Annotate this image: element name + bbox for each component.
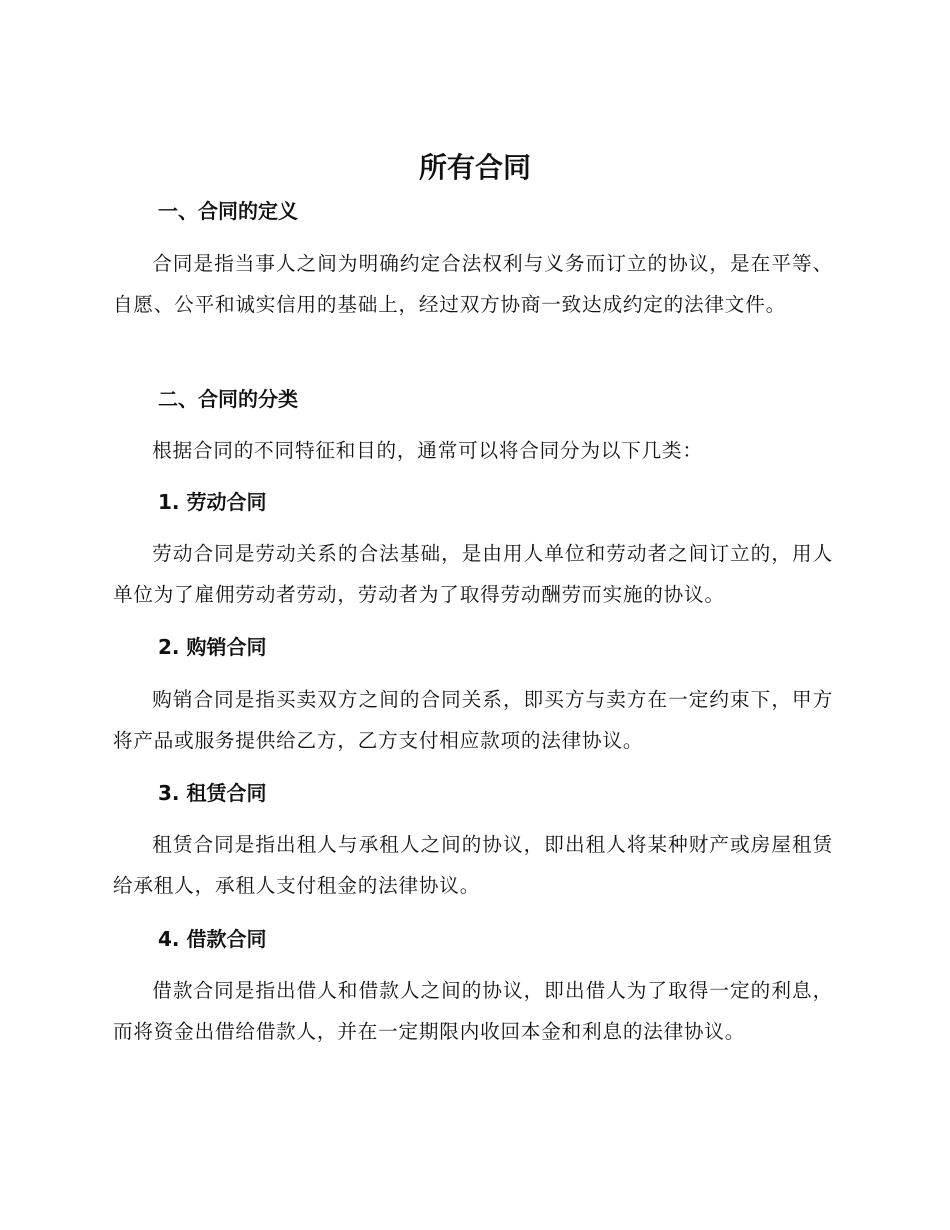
paragraph-classification-intro: 根据合同的不同特征和目的，通常可以将合同分为以下几类：	[152, 439, 703, 462]
paragraph-loan-contract: 借款合同是指出借人和借款人之间的协议，即出借人为了取得一定的利息，而将资金出借给借款人，并在一定期限内收回本金和利息的法律协议。	[113, 979, 833, 1043]
document-title: 所有合同	[418, 151, 531, 184]
subheading-lease-contract: 3. 租赁合同	[158, 781, 267, 805]
paragraph-lease-contract: 租赁合同是指出租人与承租人之间的协议，即出租人将某种财产或房屋租赁给承租人，承租人支付租金的法律协议。	[113, 833, 833, 897]
subheading-sales-contract: 2. 购销合同	[158, 635, 267, 659]
paragraph-sales-contract: 购销合同是指买卖双方之间的合同关系，即买方与卖方在一定约束下，甲方将产品或服务提供给乙方，乙方支付相应款项的法律协议。	[113, 688, 833, 752]
paragraph-definition: 合同是指当事人之间为明确约定合法权利与义务而订立的协议，是在平等、自愿、公平和诚实信用的基础上，经过双方协商一致达成约定的法律文件。	[113, 252, 833, 316]
subheading-loan-contract: 4. 借款合同	[158, 927, 267, 951]
subheading-labor-contract: 1. 劳动合同	[158, 490, 267, 514]
paragraph-labor-contract: 劳动合同是劳动关系的合法基础，是由用人单位和劳动者之间订立的，用人单位为了雇佣劳动者劳动，劳动者为了取得劳动酬劳而实施的协议。	[113, 542, 833, 606]
section-heading-classification: 二、合同的分类	[158, 387, 298, 411]
section-heading-definition: 一、合同的定义	[158, 199, 298, 223]
